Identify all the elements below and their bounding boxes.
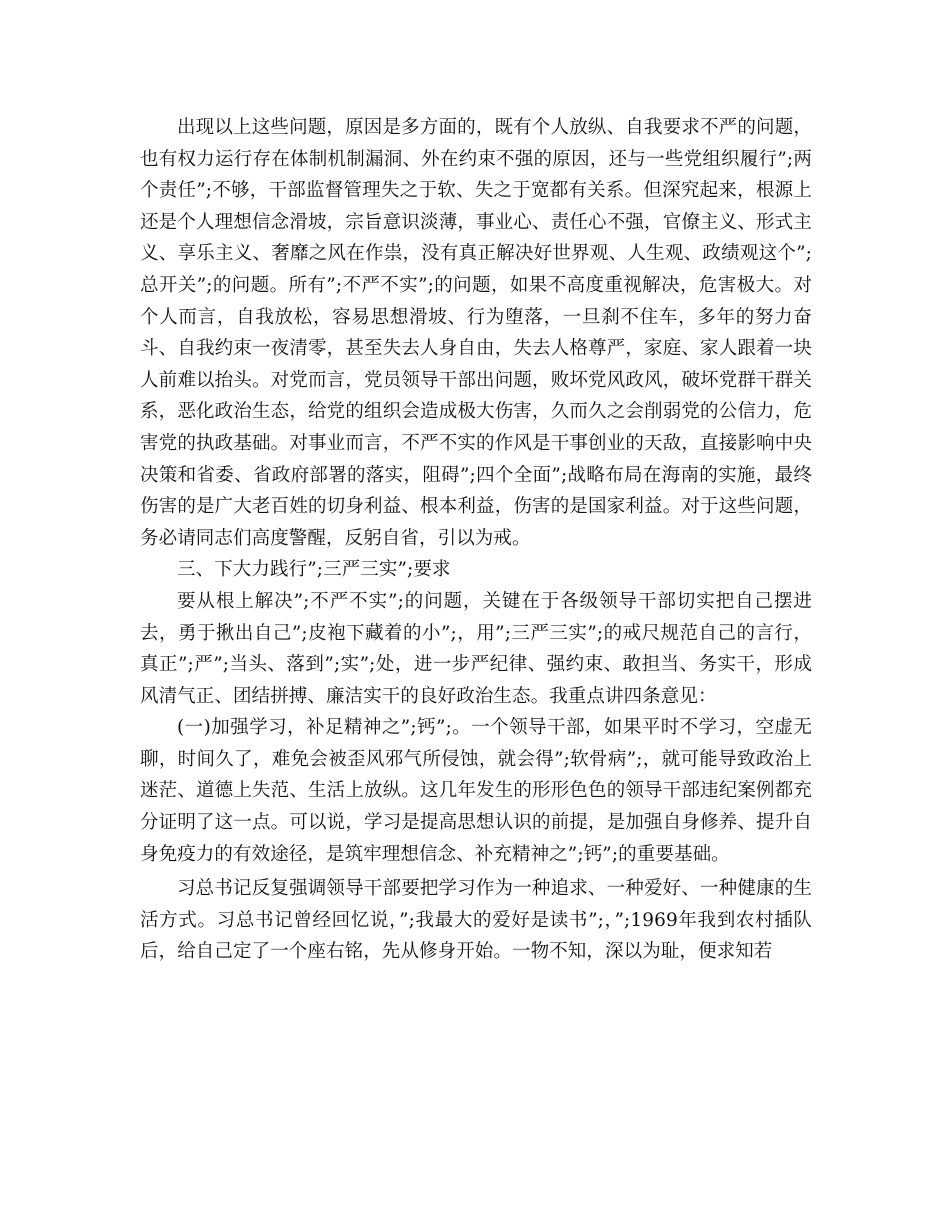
document-page (140, 112, 812, 968)
paragraph-study: (一)加强学习，补足精神之”;钙”;。一个领导干部，如果平时不学习，空虚无聊，时间久了，难免会被歪风邪气所侵蚀，就会得”;软骨病”;，就可能导致政治上迷茫、道德上失范、生活上放纵。这几年发生的形形色色的领导干部违纪案例都充分证明了这一点。可以说，学习是提高思想认识的前提，是加强自身修养、提升自身免疫力的有效途径，是筑牢理想信念、补充精神之”;钙”;的重要基础。 (140, 717, 812, 865)
paragraph-xi-reading: 习总书记反复强调领导干部要把学习作为一种追求、一种爱好、一种健康的生活方式。习总书记曾经回忆说，”;我最大的爱好是读书”;，”;1969年我到农村插队后，给自己定了一个座右铭，先从修身开始。一物不知，深以为耻，便求知若 (140, 878, 812, 963)
section-heading-three: 三、下大力践行”;三严三实”;要求 (177, 559, 451, 581)
paragraph-causes: 出现以上这些问题，原因是多方面的，既有个人放纵、自我要求不严的问题，也有权力运行存在体制机制漏洞、外在约束不强的原因，还与一些党组织履行”;两个责任”;不够，干部监督管理失之于软、失之于宽都有关系。但深究起来，根源上还是个人理想信念滑坡，宗旨意识淡薄，事业心、责任心不强，官僚主义、形式主义、享乐主义、奢靡之风在作祟，没有真正解决好世界观、人生观、政绩观这个”;总开关”;的问题。所有”;不严不实”;的问题，如果不高度重视解决，危害极大。对个人而言，自我放松，容易思想滑坡、行为堕落，一旦刹不住车，多年的努力奋斗、自我约束一夜清零，甚至失去人身自由，失去人格尊严，家庭、家人跟着一块人前难以抬头。对党而言，党员领导干部出问题，败坏党风政风，破坏党群干群关系，恶化政治生态，给党的组织会造成极大伤害，久而久之会削弱党的公信力，危害党的执政基础。对事业而言，不严不实的作风是干事创业的天敌，直接影响中央决策和省委、省政府部署的落实，阻碍”;四个全面”;战略布局在海南的实施，最终伤害的是广大老百姓的切身利益、根本利益，伤害的是国家利益。对于这些问题，务必请同志们高度警醒，反躬自省，引以为戒。 (140, 117, 812, 549)
paragraph-root-cause: 要从根上解决”;不严不实”;的问题，关键在于各级领导干部切实把自己摆进去，勇于揪出自己”;皮袍下藏着的小”;，用”;三严三实”;的戒尺规范自己的言行，真正”;严”;当头、落到”;实”;处，进一步严纪律、强约束、敢担当、务实干，形成风清气正、团结拼搏、廉洁实干的良好政治生态。我重点讲四条意见： (140, 590, 812, 707)
